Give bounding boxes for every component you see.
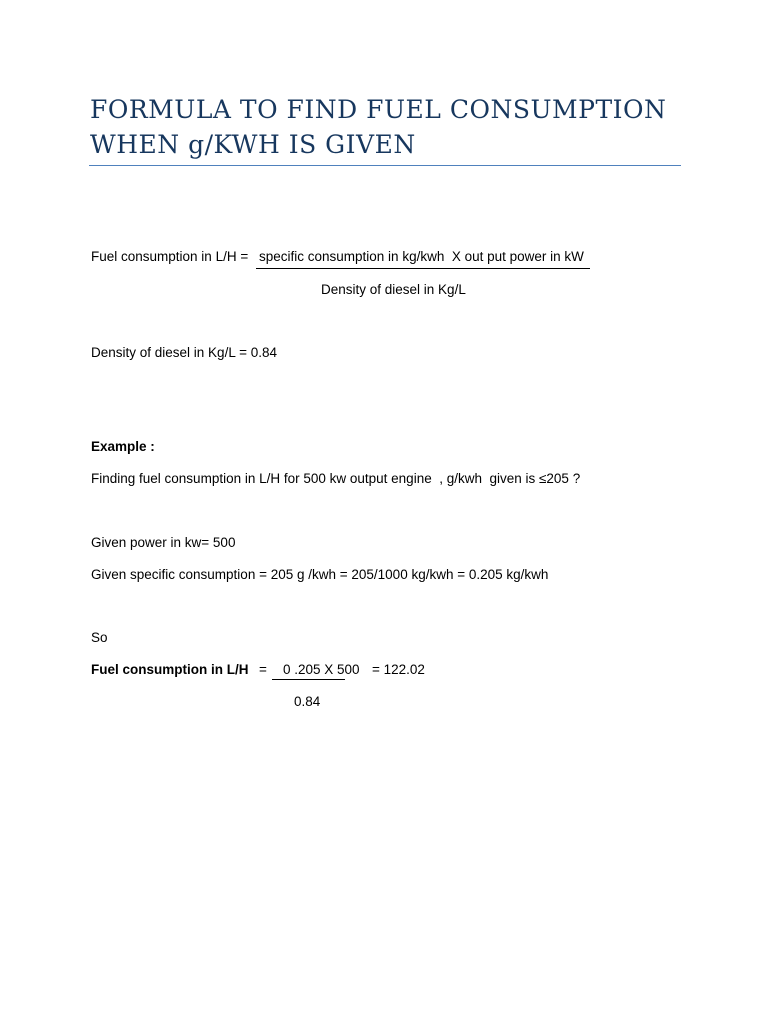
- example-heading: Example :: [91, 439, 155, 454]
- formula-denominator: Density of diesel in Kg/L: [321, 282, 466, 297]
- density-statement: Density of diesel in Kg/L = 0.84: [91, 345, 277, 360]
- document-title: FORMULA TO FIND FUEL CONSUMPTION WHEN g/KWH IS GIVEN: [90, 95, 667, 159]
- result-answer: = 122.02: [372, 662, 425, 677]
- formula-lhs: Fuel consumption in L/H =: [91, 249, 249, 264]
- result-label: Fuel consumption in L/H: [91, 662, 249, 677]
- so-label: So: [91, 630, 108, 645]
- result-denominator: 0.84: [294, 694, 321, 709]
- formula-fraction-bar: [256, 268, 590, 269]
- result-equals: =: [259, 662, 267, 677]
- result-fraction-bar: [272, 679, 345, 680]
- result-numerator: 0 .205 X 500: [283, 662, 360, 677]
- formula-numerator: specific consumption in kg/kwh X out put power in kW: [259, 249, 584, 264]
- example-question: Finding fuel consumption in L/H for 500 kw output engine , g/kwh given is ≤205 ?: [91, 471, 581, 486]
- given-power: Given power in kw= 500: [91, 535, 236, 550]
- given-specific-consumption: Given specific consumption = 205 g /kwh = 205/1000 kg/kwh = 0.205 kg/kwh: [91, 567, 549, 582]
- title-underline: [89, 165, 681, 166]
